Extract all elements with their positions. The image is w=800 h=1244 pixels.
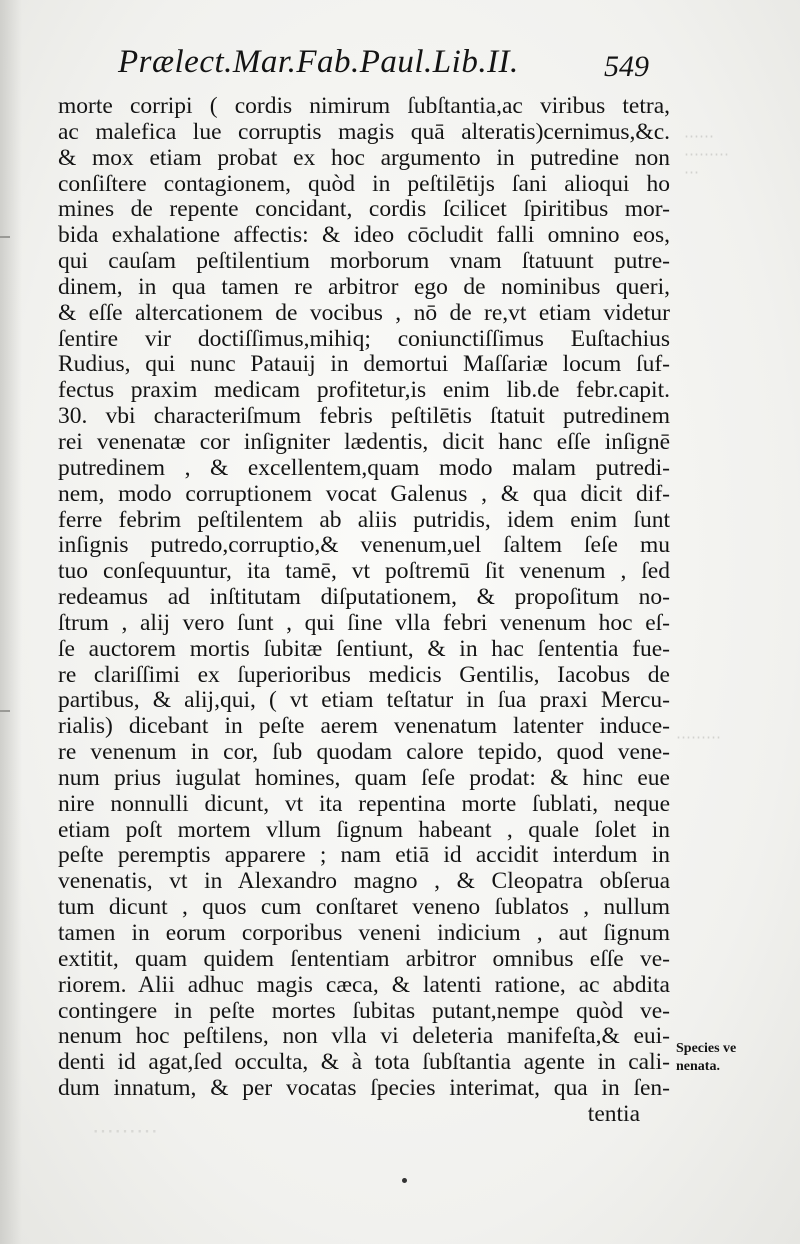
text-line: nem, modo corruptionem vocat Galenus , & qua dicit dif-: [58, 480, 670, 507]
text-line: rialis) dicebant in peſte aerem venenatum latenter induce-: [58, 713, 670, 740]
text-line: rei venenatæ cor inſigniter lædentis, dicit hanc eſſe inſignē: [58, 428, 670, 455]
margin-note-line: nenata.: [676, 1059, 720, 1074]
text-line: & mox etiam probat ex hoc argumento in putredine non: [58, 144, 670, 171]
text-line: denti id agat,ſed occulta, & à tota ſubſtantia agente in cali-: [58, 1049, 670, 1076]
text-line: conſiſtere contagionem, quòd in peſtilētijs ſani alioqui ho: [58, 170, 670, 197]
text-line: dum innatum, & per vocatas ſpecies interimat, qua in ſen-: [58, 1075, 670, 1102]
body-text: [58, 94, 670, 1128]
text-line: extitit, quam quidem ſententiam arbitror omnibus eſſe ve-: [58, 945, 670, 972]
text-line: riorem. Alii adhuc magis cæca, & latenti ratione, ac abdita: [58, 971, 670, 998]
text-line: bida exhalatione affectis: & ideo cōcludit falli omnino eos,: [58, 222, 670, 249]
show-through-marks: ⋯⋯⋯: [676, 730, 721, 746]
text-line: fectus praxim medicam profitetur,is enim lib.de febr.capit.: [58, 377, 670, 404]
text-line: nenum hoc peſtilens, non vlla vi deleteria manifeſta,& eui-: [58, 1023, 670, 1050]
text-line: tuo conſequuntur, ita tamē, vt poſtremū ſit venenum , ſed: [58, 558, 670, 585]
text-line: partibus, & alij,qui, ( vt etiam teſtatur in ſua praxi Mercu-: [58, 687, 670, 714]
text-line: re clariſſimi ex ſuperioribus medicis Gentilis, Iacobus de: [58, 661, 670, 688]
text-line: venenatis, vt in Alexandro magno , & Cleopatra obſerua: [58, 868, 670, 895]
text-line: ſentire vir doctiſſimus,mihiq; coniunctiſſimus Euſtachius: [58, 325, 670, 352]
text-line: etiam poſt mortem vllum ſignum habeant , quale ſolet in: [58, 816, 670, 843]
margin-note: [676, 1040, 786, 1076]
text-line: tentia: [587, 1100, 640, 1127]
text-line: dinem, in qua tamen re arbitror ego de nominibus queri,: [58, 273, 670, 300]
text-line: mines de repente concidant, cordis ſcilicet ſpiritibus mor-: [58, 196, 670, 223]
text-line: ferre febrim peſtilentem ab aliis putridis, idem enim ſunt: [58, 506, 670, 533]
text-line: qui cauſam peſtilentium morborum vnam ſtatuunt putre-: [58, 248, 670, 275]
text-line: redeamus ad inſtitutam diſputationem, & propoſitum no-: [58, 584, 670, 611]
show-through-marks: ⋯⋯ ⋯⋯⋯ ⋯: [684, 129, 729, 181]
text-line: nire nonnulli dicunt, vt ita repentina morte ſublati, neque: [58, 790, 670, 817]
text-line: ac malefica lue corruptis magis quā alteratis)cernimus,&c.: [58, 118, 670, 145]
show-through-marks: ⋯⋯⋯: [92, 1118, 158, 1143]
binding-shadow: [0, 0, 22, 1244]
text-line: 30. vbi characteriſmum febris peſtilētis ſtatuit putredinem: [58, 403, 670, 430]
text-line: peſte peremptis apparere ; nam etiā id accidit interdum in: [58, 842, 670, 869]
text-line: putredinem , & excellentem,quam modo malam putredi-: [58, 454, 670, 481]
running-title: Prælect.Mar.Fab.Paul.Lib.II.: [118, 44, 519, 80]
text-line: Rudius, qui nunc Patauij in demortui Maſſariæ locum ſuf-: [58, 351, 670, 378]
text-line: num prius iugulat homines, quam ſeſe prodat: & hinc eue: [58, 764, 670, 791]
page-number: 549: [604, 50, 649, 83]
text-line: ſtrum , alij vero ſunt , qui ſine vlla febri venenum hoc eſ-: [58, 609, 670, 636]
text-line: tum dicunt , quos cum conſtaret veneno ſublatos , nullum: [58, 894, 670, 921]
text-line: re venenum in cor, ſub quodam calore tepido, quod vene-: [58, 739, 670, 766]
text-line: ſe auctorem mortis ſubitæ ſentiunt, & in hac ſententia fue-: [58, 635, 670, 662]
text-line: inſignis putredo,corruptio,& venenum,uel ſaltem ſeſe mu: [58, 532, 670, 559]
margin-note-line: Species ve: [676, 1041, 737, 1056]
edge-mark: [0, 710, 10, 712]
text-line: morte corripi ( cordis nimirum ſubſtantia,ac viribus tetra,: [58, 93, 670, 119]
text-line: contingere in peſte mortes ſubitas putant,nempe quòd ve-: [58, 997, 670, 1024]
ink-speck: [402, 1178, 407, 1183]
text-line: & eſſe altercationem de vocibus , nō de re,vt etiam videtur: [58, 299, 670, 326]
edge-mark: [0, 236, 10, 238]
text-line: tamen in eorum corporibus veneni indicium , aut ſignum: [58, 920, 670, 946]
